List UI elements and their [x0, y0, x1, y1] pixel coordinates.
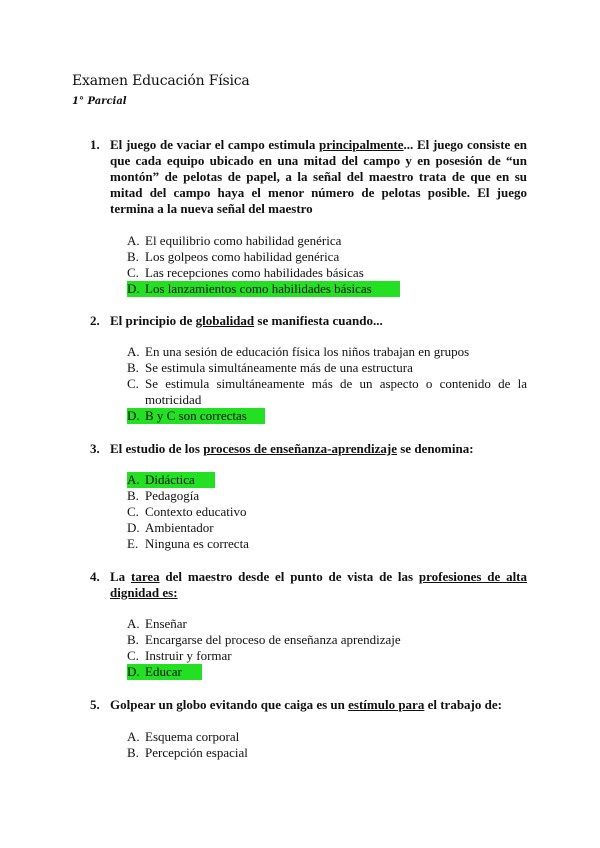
question-3 [90, 441, 527, 457]
option-a-correct [127, 472, 215, 488]
option-text: El equilibrio como habilidad genérica [145, 233, 342, 248]
option-c [127, 265, 527, 281]
question-text-part: El principio de [110, 313, 196, 328]
exam-title: Examen Educación Física [72, 73, 250, 89]
option-letter: A. [127, 344, 140, 359]
option-c [127, 504, 527, 520]
exam-subtitle: 1° Parcial [72, 96, 127, 107]
option-letter: C. [127, 376, 139, 391]
option-d-correct [127, 664, 202, 680]
option-d-correct [127, 408, 265, 424]
option-b [127, 745, 527, 761]
option-e [127, 536, 527, 552]
question-number: 1. [90, 137, 100, 152]
option-letter: A. [127, 729, 140, 744]
option-text: Ambientador [145, 520, 214, 535]
question-underlined-term: tarea [130, 569, 160, 584]
option-text: Se estimula simultáneamente más de una estructura [145, 360, 413, 375]
question-text-part: ... El juego consiste en que cada equipo ubicado en una mitad del campo y en posesión de “un montón” de pelotas de papel, a la señal del maestro trata de que en su mitad del campo haya el menor número de pelotas posible. El juego termina a la nueva señal del maestro [110, 137, 527, 216]
option-letter: D. [127, 281, 140, 296]
question-2 [90, 313, 527, 329]
option-d-correct [127, 281, 400, 297]
option-letter: E. [127, 536, 139, 551]
question-text-part: el trabajo de: [424, 697, 502, 712]
option-d [127, 520, 527, 536]
question-underlined-term: globalidad [195, 313, 255, 328]
option-text: Pedagogía [145, 488, 200, 503]
option-letter: B. [127, 249, 139, 264]
option-text: Ninguna es correcta [145, 536, 249, 551]
option-letter: C. [127, 265, 139, 280]
question-underlined-term: principalmente [319, 137, 404, 152]
question-text-part: Golpear un globo evitando que caiga es un [110, 697, 349, 712]
question-underlined-term: procesos de enseñanza-aprendizaje [203, 441, 397, 456]
question-text-part: El juego de vaciar el campo estimula [110, 137, 320, 152]
option-text: Contexto educativo [145, 504, 247, 519]
option-letter: C. [127, 648, 139, 663]
question-text-part: La [110, 569, 131, 584]
option-b [127, 488, 527, 504]
options-q5 [127, 729, 527, 761]
options-q2 [127, 344, 527, 424]
option-text: Los lanzamientos como habilidades básicas [145, 281, 372, 296]
question-text-part: se denomina: [396, 441, 474, 456]
option-text: Los golpeos como habilidad genérica [145, 249, 340, 264]
option-text: Instruir y formar [145, 648, 232, 663]
option-letter: D. [127, 664, 140, 679]
option-c [127, 376, 527, 408]
option-text: Encargarse del proceso de enseñanza aprendizaje [145, 632, 401, 647]
question-text-part: El estudio de los [110, 441, 204, 456]
option-c [127, 648, 527, 664]
question-number: 4. [90, 569, 100, 584]
question-text [110, 441, 527, 457]
option-a [127, 233, 527, 249]
question-4 [90, 569, 527, 601]
option-text: En una sesión de educación física los niños trabajan en grupos [145, 344, 470, 359]
option-letter: B. [127, 745, 139, 760]
option-text: Percepción espacial [145, 745, 248, 760]
option-b [127, 360, 527, 376]
option-letter: B. [127, 632, 139, 647]
option-text: Las recepciones como habilidades básicas [145, 265, 364, 280]
option-text: Esquema corporal [145, 729, 240, 744]
option-letter: D. [127, 408, 140, 423]
option-letter: D. [127, 520, 140, 535]
options-q3 [127, 472, 527, 552]
question-5 [90, 697, 527, 713]
question-text-part: del maestro desde el punto de vista de las [159, 569, 419, 584]
option-a [127, 616, 527, 632]
question-text [110, 313, 527, 329]
option-b [127, 249, 527, 265]
question-number: 3. [90, 441, 100, 456]
question-text-part: se manifiesta cuando... [254, 313, 383, 328]
question-underlined-term: estímulo para [348, 697, 425, 712]
option-letter: B. [127, 360, 139, 375]
option-b [127, 632, 527, 648]
question-number: 5. [90, 697, 100, 712]
options-q4 [127, 616, 527, 680]
option-text: Educar [145, 664, 182, 679]
option-letter: C. [127, 504, 139, 519]
option-letter: B. [127, 488, 139, 503]
option-letter: A. [127, 616, 140, 631]
option-a [127, 344, 527, 360]
question-text [110, 569, 527, 601]
option-text: Didáctica [145, 472, 195, 487]
option-text: Se estimula simultáneamente más de un aspecto o contenido de la motricidad [145, 376, 527, 407]
question-number: 2. [90, 313, 100, 328]
option-text: B y C son correctas [145, 408, 247, 423]
option-a [127, 729, 527, 745]
option-text: Enseñar [145, 616, 187, 631]
question-text [110, 697, 527, 713]
question-1 [90, 137, 527, 217]
options-q1 [127, 233, 527, 297]
option-letter: A. [127, 472, 140, 487]
question-underlined-term: profesiones de alta dignidad es: [110, 569, 528, 600]
option-letter: A. [127, 233, 140, 248]
question-text [110, 137, 527, 217]
